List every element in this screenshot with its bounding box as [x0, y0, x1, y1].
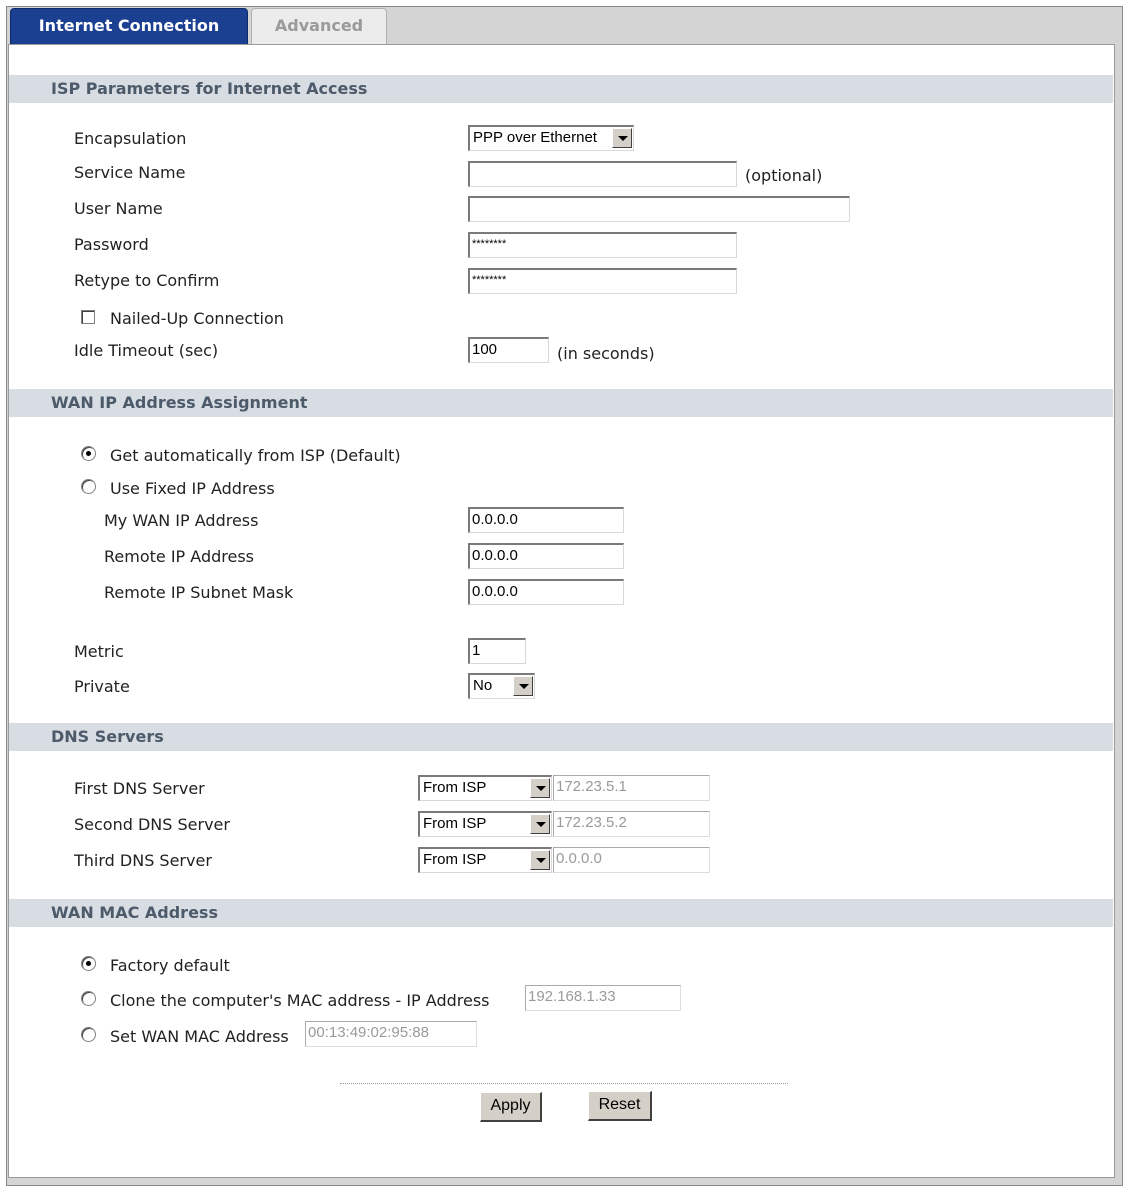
- use-fixed-ip-radio[interactable]: [81, 479, 96, 494]
- get-auto-radio[interactable]: [81, 446, 96, 461]
- apply-button[interactable]: Apply: [480, 1092, 542, 1122]
- remote-ip-label: Remote IP Address: [104, 547, 254, 566]
- retype-label: Retype to Confirm: [74, 271, 220, 290]
- clone-mac-radio[interactable]: [81, 991, 96, 1006]
- remote-mask-label: Remote IP Subnet Mask: [104, 583, 294, 602]
- service-name-label: Service Name: [74, 163, 186, 182]
- chevron-down-icon[interactable]: [530, 778, 550, 798]
- metric-label: Metric: [74, 642, 124, 661]
- retype-password-input[interactable]: ********: [468, 268, 737, 294]
- second-dns-ip-input[interactable]: 172.23.5.2: [553, 811, 710, 837]
- remote-mask-input[interactable]: 0.0.0.0: [468, 579, 624, 605]
- user-name-input[interactable]: [468, 196, 850, 222]
- private-label: Private: [74, 677, 130, 696]
- dns-server-label: First DNS Server: [74, 779, 205, 798]
- private-value: No: [473, 677, 493, 694]
- chevron-down-icon[interactable]: [612, 128, 632, 148]
- encapsulation-select[interactable]: [468, 125, 634, 151]
- chevron-down-icon[interactable]: [530, 814, 550, 834]
- tab-internet-connection[interactable]: Internet Connection: [10, 8, 248, 45]
- my-wan-ip-input[interactable]: 0.0.0.0: [468, 507, 624, 533]
- dns-mode-value: From ISP: [423, 815, 487, 832]
- mac-section-header: WAN MAC Address: [9, 899, 1113, 927]
- set-mac-label: Set WAN MAC Address: [110, 1027, 289, 1046]
- password-input[interactable]: ********: [468, 232, 737, 258]
- encapsulation-label: Encapsulation: [74, 129, 187, 148]
- encapsulation-value: PPP over Ethernet: [473, 129, 597, 146]
- third-dns-ip-input[interactable]: 0.0.0.0: [553, 847, 710, 873]
- user-name-label: User Name: [74, 199, 163, 218]
- factory-default-label: Factory default: [110, 956, 230, 975]
- isp-section-header: ISP Parameters for Internet Access: [9, 75, 1113, 103]
- dns-server-label: Second DNS Server: [74, 815, 230, 834]
- private-select[interactable]: [468, 673, 535, 699]
- reset-button[interactable]: Reset: [588, 1091, 652, 1121]
- idle-timeout-hint: (in seconds): [557, 344, 655, 363]
- tab-advanced[interactable]: Advanced: [251, 8, 387, 45]
- idle-timeout-label: Idle Timeout (sec): [74, 341, 219, 360]
- clone-mac-label: Clone the computer's MAC address - IP Address: [110, 991, 490, 1010]
- nailed-up-checkbox[interactable]: [81, 310, 95, 324]
- password-label: Password: [74, 235, 149, 254]
- second-dns-mode-select[interactable]: [418, 811, 552, 837]
- dns-section-header: DNS Servers: [9, 723, 1113, 751]
- service-name-input[interactable]: [468, 161, 737, 187]
- idle-timeout-input[interactable]: 100: [468, 337, 549, 363]
- remote-ip-input[interactable]: 0.0.0.0: [468, 543, 624, 569]
- dns-server-label: Third DNS Server: [74, 851, 212, 870]
- dns-mode-value: From ISP: [423, 851, 487, 868]
- metric-input[interactable]: 1: [468, 638, 526, 664]
- set-mac-radio[interactable]: [81, 1027, 96, 1042]
- chevron-down-icon[interactable]: [530, 850, 550, 870]
- divider: [340, 1083, 788, 1084]
- third-dns-mode-select[interactable]: [418, 847, 552, 873]
- use-fixed-ip-label: Use Fixed IP Address: [110, 479, 275, 498]
- my-wan-ip-label: My WAN IP Address: [104, 511, 259, 530]
- set-mac-input[interactable]: 00:13:49:02:95:88: [305, 1021, 477, 1047]
- nailed-up-label: Nailed-Up Connection: [110, 309, 284, 328]
- first-dns-mode-select[interactable]: [418, 775, 552, 801]
- get-auto-label: Get automatically from ISP (Default): [110, 446, 401, 465]
- first-dns-ip-input[interactable]: 172.23.5.1: [553, 775, 710, 801]
- service-name-hint: (optional): [745, 166, 823, 185]
- chevron-down-icon[interactable]: [513, 676, 533, 696]
- wan-ip-section-header: WAN IP Address Assignment: [9, 389, 1113, 417]
- factory-default-radio[interactable]: [81, 956, 96, 971]
- clone-ip-input[interactable]: 192.168.1.33: [525, 985, 681, 1011]
- dns-mode-value: From ISP: [423, 779, 487, 796]
